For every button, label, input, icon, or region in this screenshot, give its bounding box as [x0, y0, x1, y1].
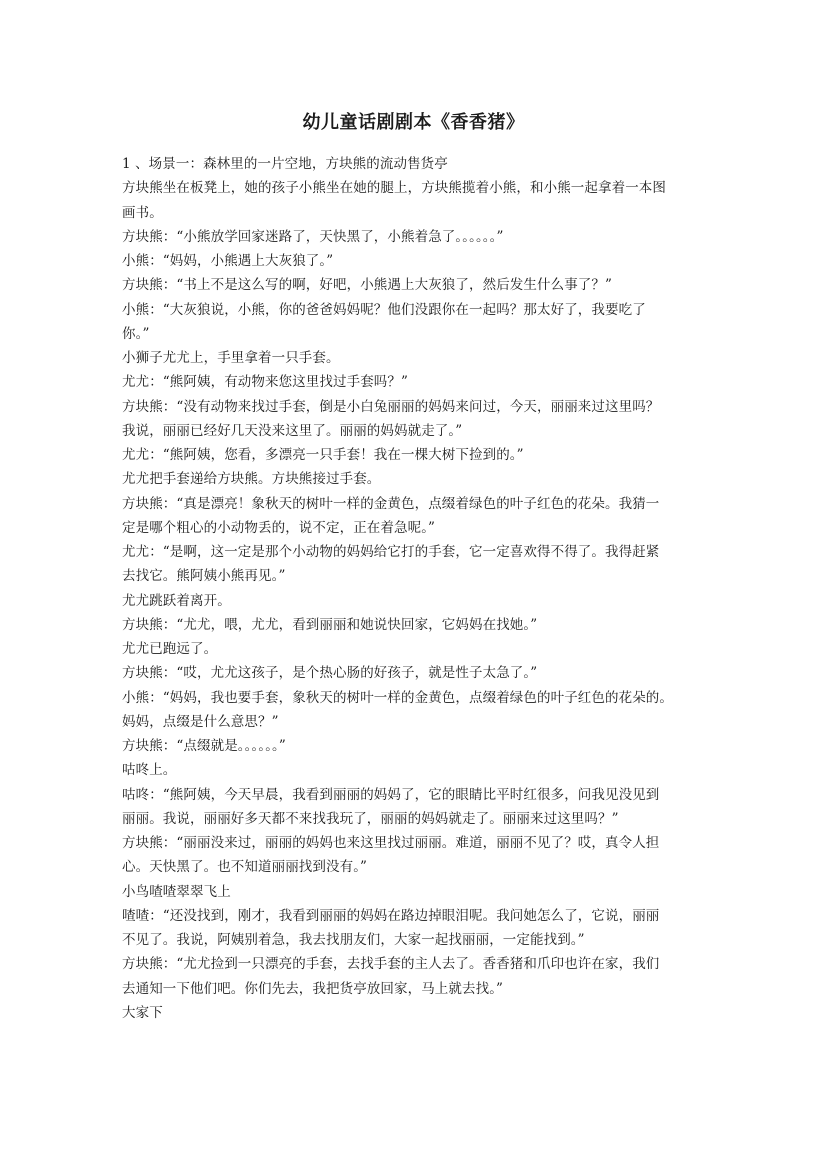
text-line: 小熊：“妈妈，我也要手套，象秋天的树叶一样的金黄色，点缀着绿色的叶子红色的花朵的。	[122, 689, 673, 706]
text-line: 方块熊坐在板凳上，她的孩子小熊坐在她的腿上，方块熊揽着小熊，和小熊一起拿着一本图	[122, 180, 666, 197]
document-title: 幼儿童话剧剧本《香香猪》	[302, 112, 525, 133]
text-line: 去通知一下他们吧。你们先去，我把货亭放回家，马上就去找。”	[122, 980, 504, 997]
text-line: 咕咚：“熊阿姨，今天早晨，我看到丽丽的妈妈了，它的眼睛比平时红很多，问我见没见到	[122, 786, 660, 803]
text-line: 丽丽。我说，丽丽好多天都不来找我玩了，丽丽的妈妈就走了。丽丽来过这里吗？”	[122, 810, 619, 827]
text-line: 定是哪个粗心的小动物丢的，说不定，正在着急呢。”	[122, 519, 436, 536]
text-line: 你。”	[122, 325, 150, 342]
text-line: 方块熊：“尤尤，喂，尤尤，看到丽丽和她说快回家，它妈妈在找她。”	[122, 616, 538, 633]
text-line: 小熊：“妈妈，小熊遇上大灰狼了。”	[122, 253, 334, 269]
text-line: 1 、场景一：森林里的一片空地，方块熊的流动售货亭	[122, 156, 448, 172]
text-line: 大家下	[122, 1004, 163, 1021]
text-line: 妈妈，点缀是什么意思？”	[122, 713, 279, 730]
text-line: 方块熊：“点缀就是。。。。。。”	[122, 738, 286, 754]
text-line: 小鸟喳喳翠翠飞上	[122, 883, 231, 900]
text-line: 方块熊：“尤尤捡到一只漂亮的手套，去找手套的主人去了。香香猪和爪印也许在家，我们	[122, 956, 660, 973]
text-line: 方块熊：“丽丽没来过，丽丽的妈妈也来这里找过丽丽。难道，丽丽不见了？哎，真令人担	[122, 835, 660, 851]
text-line: 小熊：“大灰狼说，小熊，你的爸爸妈妈呢？他们没跟你在一起吗？那太好了，我要吃了	[122, 301, 646, 318]
text-line: 方块熊：“书上不是这么写的啊，好吧，小熊遇上大灰狼了，然后发生什么事了？”	[122, 277, 613, 294]
text-line: 尤尤把手套递给方块熊。方块熊接过手套。	[122, 471, 381, 488]
text-line: 尤尤跳跃着离开。	[122, 592, 231, 609]
text-line: 去找它。熊阿姨小熊再见。”	[122, 568, 286, 585]
text-line: 喳喳：“还没找到，刚才，我看到丽丽的妈妈在路边掉眼泪呢。我问她怎么了，它说，丽丽	[122, 907, 660, 924]
text-line: 尤尤：“熊阿姨，您看，多漂亮一只手套！我在一棵大树下捡到的。”	[122, 447, 524, 463]
text-line: 尤尤：“熊阿姨，有动物来您这里找过手套吗？”	[122, 374, 409, 391]
text-line: 尤尤已跑远了。	[122, 641, 218, 657]
script-body	[122, 152, 706, 1025]
text-line: 方块熊：“小熊放学回家迷路了，天快黑了，小熊着急了。。。。。。”	[122, 228, 504, 245]
text-line: 方块熊：“哎，尤尤这孩子，是个热心肠的好孩子，就是性子太急了。”	[122, 665, 538, 682]
text-line: 心。天快黑了。也不知道丽丽找到没有。”	[122, 859, 368, 876]
text-line: 尤尤：“是啊，这一定是那个小动物的妈妈给它打的手套，它一定喜欢得不得了。我得赶紧	[122, 544, 660, 560]
text-line: 我说，丽丽已经好几天没来这里了。丽丽的妈妈就走了。”	[122, 422, 463, 439]
text-line: 小狮子尤尤上，手里拿着一只手套。	[122, 350, 340, 366]
text-line: 画书。	[122, 204, 163, 221]
text-line: 不见了。我说，阿姨别着急，我去找朋友们，大家一起找丽丽，一定能找到。”	[122, 932, 585, 948]
text-line: 方块熊：“没有动物来找过手套，倒是小白兔丽丽的妈妈来问过，今天，丽丽来过这里吗？	[122, 398, 660, 415]
text-line: 咕咚上。	[122, 762, 177, 779]
text-line: 方块熊：“真是漂亮！象秋天的树叶一样的金黄色，点缀着绿色的叶子红色的花朵。我猜一	[122, 495, 660, 512]
